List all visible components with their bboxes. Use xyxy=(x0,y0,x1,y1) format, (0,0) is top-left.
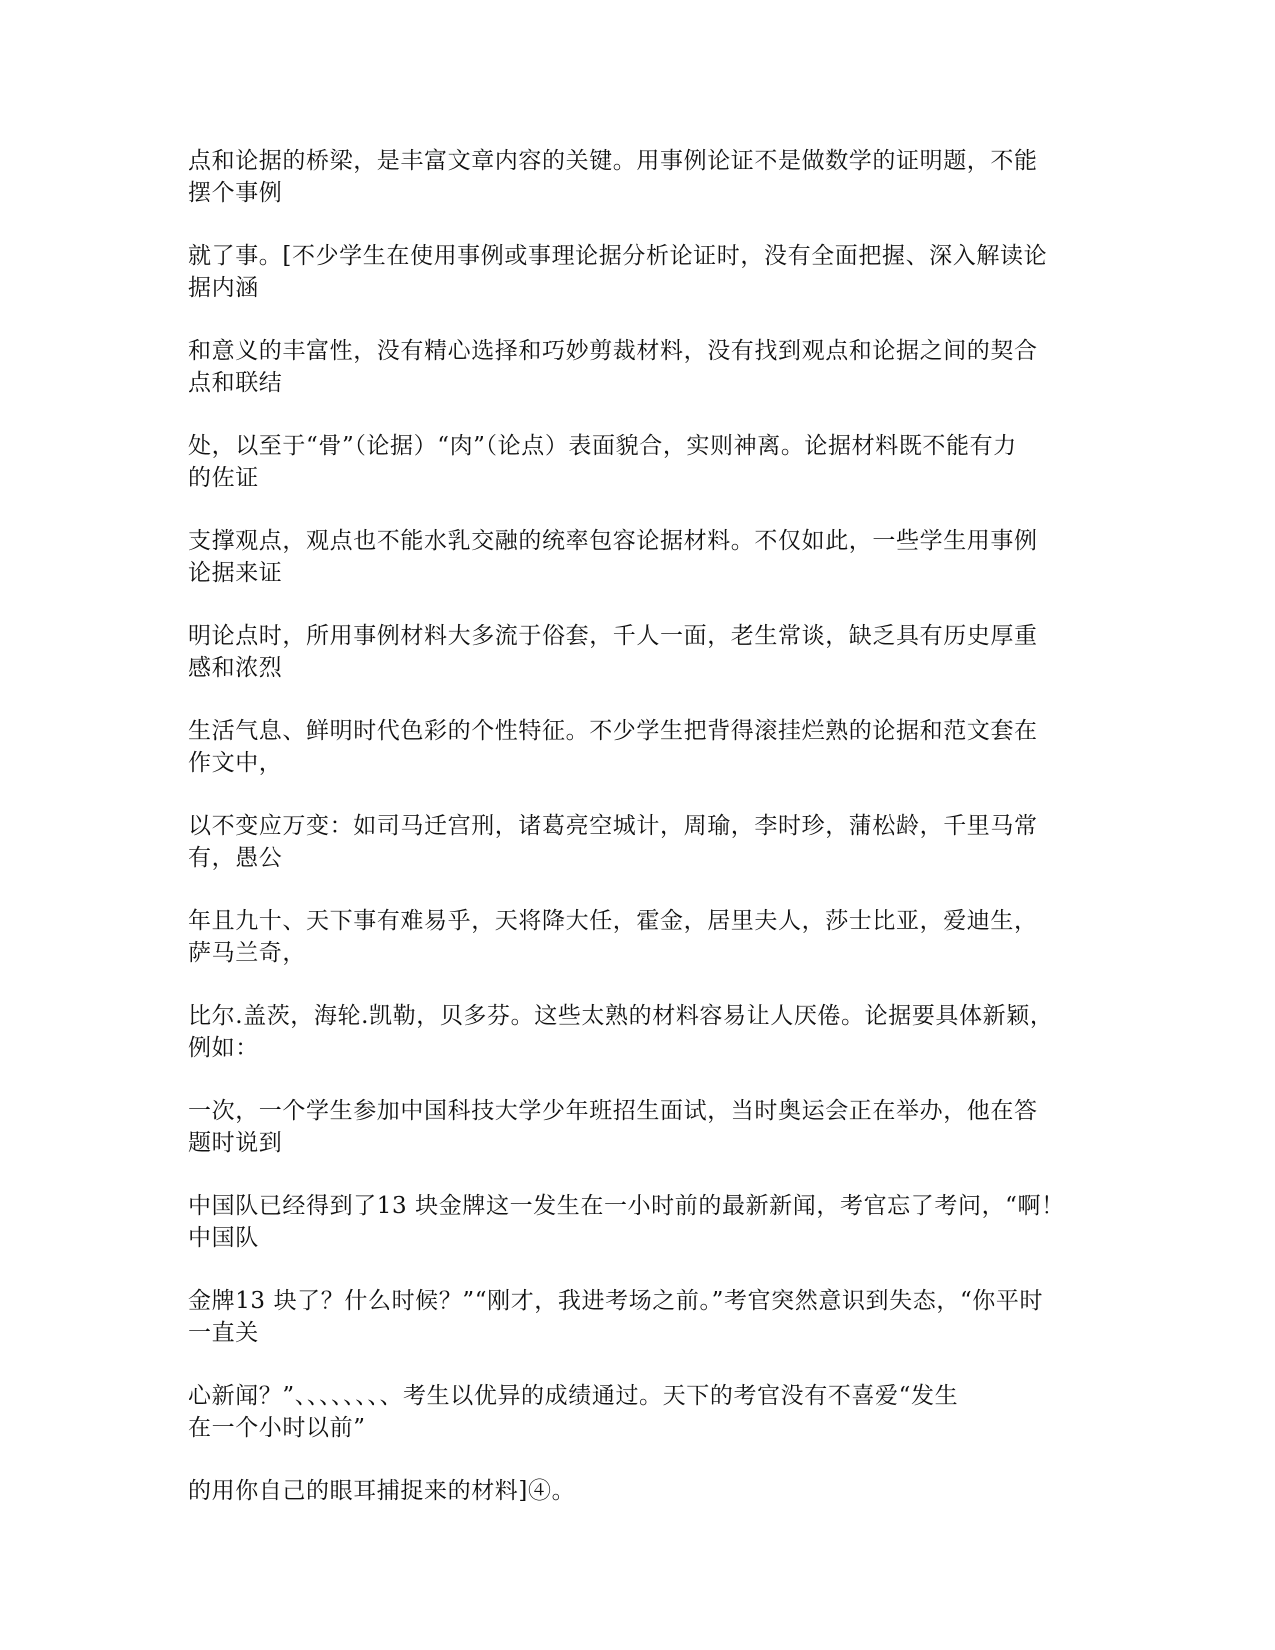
text-line: 中国队已经得到了13 块金牌这一发生在一小时前的最新新闻，考官忘了考问，“啊！ xyxy=(188,1193,1065,1219)
text-line: 生活气息、鲜明时代色彩的个性特征。不少学生把背得滚挂烂熟的论据和范文套在 xyxy=(188,718,1038,744)
paragraph xyxy=(188,620,1088,684)
text-line: 题时说到 xyxy=(188,1130,283,1156)
paragraph xyxy=(188,240,1088,304)
text-line: 有，愚公 xyxy=(188,845,283,871)
text-line: 据内涵 xyxy=(188,275,259,301)
text-line: 明论点时，所用事例材料大多流于俗套，千人一面，老生常谈，缺乏具有历史厚重 xyxy=(188,623,1038,649)
text-line: 支撑观点，观点也不能水乳交融的统率包容论据材料。不仅如此，一些学生用事例 xyxy=(188,528,1038,554)
paragraph xyxy=(188,810,1088,874)
text-line: 摆个事例 xyxy=(188,180,283,206)
text-line: 以不变应万变：如司马迁宫刑，诸葛亮空城计，周瑜，李时珍，蒲松龄，千里马常 xyxy=(188,813,1038,839)
paragraph xyxy=(188,1380,1088,1444)
paragraph xyxy=(188,525,1088,589)
text-line: 和意义的丰富性，没有精心选择和巧妙剪裁材料，没有找到观点和论据之间的契合 xyxy=(188,338,1038,364)
text-line: 作文中， xyxy=(188,750,283,776)
paragraph xyxy=(188,1190,1088,1254)
text-line: 一直关 xyxy=(188,1320,259,1346)
text-line: 感和浓烈 xyxy=(188,655,283,681)
body-text xyxy=(188,145,1088,1538)
text-line: 一次，一个学生参加中国科技大学少年班招生面试，当时奥运会正在举办，他在答 xyxy=(188,1098,1038,1124)
paragraph xyxy=(188,335,1088,399)
paragraph xyxy=(188,430,1088,494)
text-line: 的用你自己的眼耳捕捉来的材料]④。 xyxy=(188,1478,576,1504)
text-line: 中国队 xyxy=(188,1225,259,1251)
paragraph xyxy=(188,715,1088,779)
text-line: 就了事。[不少学生在使用事例或事理论据分析论证时，没有全面把握、深入解读论 xyxy=(188,243,1048,269)
text-line: 例如： xyxy=(188,1035,259,1061)
text-line: 点和论据的桥梁，是丰富文章内容的关键。用事例论证不是做数学的证明题，不能 xyxy=(188,148,1038,174)
text-line: 在一个小时以前” xyxy=(188,1415,366,1441)
text-line: 点和联结 xyxy=(188,370,283,396)
text-line: 论据来证 xyxy=(188,560,283,586)
text-line: 金牌13 块了？什么时候？”“刚才，我进考场之前。”考官突然意识到失态，“你平时 xyxy=(188,1288,1044,1314)
text-line: 年且九十、天下事有难易乎，天将降大任，霍金，居里夫人，莎士比亚，爱迪生， xyxy=(188,908,1038,934)
paragraph xyxy=(188,1095,1088,1159)
paragraph xyxy=(188,905,1088,969)
paragraph xyxy=(188,1000,1088,1064)
text-line: 比尔.盖茨，海轮.凯勒，贝多芬。这些太熟的材料容易让人厌倦。论据要具体新颖， xyxy=(188,1003,1054,1029)
text-line: 萨马兰奇， xyxy=(188,940,306,966)
text-line: 心新闻？”、、、、、、、、考生以优异的成绩通过。天下的考官没有不喜爱“发生 xyxy=(188,1383,959,1409)
text-line: 处，以至于“骨”（论据）“肉”（论点）表面貌合，实则神离。论据材料既不能有力 xyxy=(188,433,1017,459)
paragraph xyxy=(188,145,1088,209)
paragraph xyxy=(188,1475,1088,1507)
text-line: 的佐证 xyxy=(188,465,259,491)
paragraph xyxy=(188,1285,1088,1349)
